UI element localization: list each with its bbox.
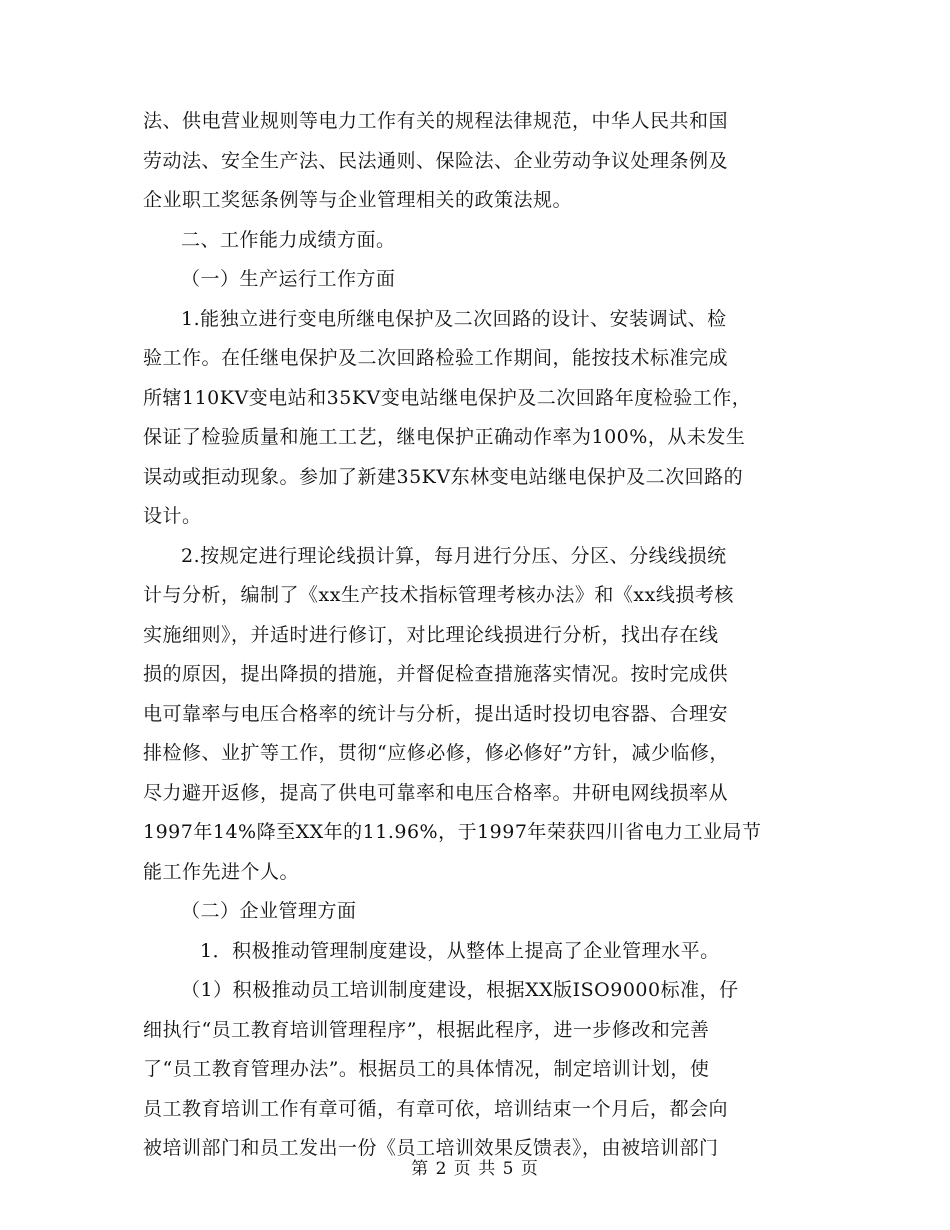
text-line: 保证了检验质量和施工工艺，继电保护正确动作率为100%，从未发生 xyxy=(143,426,746,448)
text-line: （一）生产运行工作方面 xyxy=(181,268,396,290)
text-line: 企业职工奖惩条例等与企业管理相关的政策法规。 xyxy=(143,189,573,211)
text-line: 1997年14%降至XX年的11.96%，于1997年荣获四川省电力工业局节 xyxy=(143,821,762,843)
page-footer: 第 2 页 共 5 页 xyxy=(411,1159,539,1179)
text-line: 细执行“员工教育培训管理程序”，根据此程序，进一步修改和完善 xyxy=(143,1018,710,1041)
text-line: 所辖110KV变电站和35KV变电站继电保护及二次回路年度检验工作， xyxy=(143,386,752,409)
text-line: 被培训部门和员工发出一份《员工培训效果反馈表》，由被培训部门 xyxy=(143,1137,719,1159)
text-line: 设计。 xyxy=(143,505,202,527)
text-line: 实施细则》，并适时进行修订，对比理论线损进行分析，找出存在线 xyxy=(143,623,719,646)
document-body xyxy=(143,102,803,1169)
text-line: 了“员工教育管理办法”。根据员工的具体情况，制定培训计划，使 xyxy=(143,1058,710,1080)
text-line: 1．积极推动管理制度建设，从整体上提高了企业管理水平。 xyxy=(200,939,720,962)
text-line: 二、工作能力成绩方面。 xyxy=(181,228,396,251)
text-line: （二）企业管理方面 xyxy=(181,900,357,922)
text-line: 电可靠率与电压合格率的统计与分析，提出适时投切电容器、合理安 xyxy=(143,702,729,725)
text-line: 法、供电营业规则等电力工作有关的规程法律规范，中华人民共和国 xyxy=(143,110,729,132)
text-line: （1）积极推动员工培训制度建设，根据XX版ISO9000标准，仔 xyxy=(181,979,739,1001)
text-line: 1.能独立进行变电所继电保护及二次回路的设计、安装调试、检 xyxy=(181,307,727,330)
text-line: 能工作先进个人。 xyxy=(143,860,300,883)
text-line: 验工作。在任继电保护及二次回路检验工作期间，能按技术标准完成 xyxy=(143,347,729,369)
text-line: 2.按规定进行理论线损计算，每月进行分压、分区、分线线损统 xyxy=(181,544,727,567)
text-line: 损的原因，提出降损的措施，并督促检查措施落实情况。按时完成供 xyxy=(143,663,729,685)
text-line: 计与分析，编制了《xx生产技术指标管理考核办法》和《xx线损考核 xyxy=(143,584,734,606)
text-line: 员工教育培训工作有章可循，有章可依，培训结束一个月后，都会向 xyxy=(143,1097,729,1120)
text-line: 排检修、业扩等工作，贯彻“应修必修，修必修好”方针，减少临修， xyxy=(143,742,729,764)
text-line: 劳动法、安全生产法、民法通则、保险法、企业劳动争议处理条例及 xyxy=(143,149,729,172)
text-line: 尽力避开返修，提高了供电可靠率和电压合格率。井研电网线损率从 xyxy=(143,781,729,804)
text-line: 误动或拒动现象。参加了新建35KV东林变电站继电保护及二次回路的 xyxy=(143,465,744,488)
